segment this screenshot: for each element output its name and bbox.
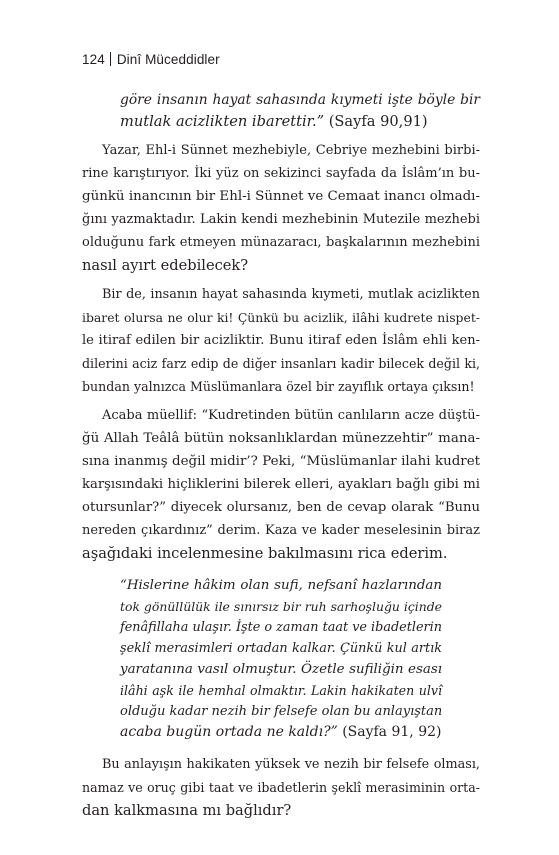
running-header	[82, 52, 220, 67]
paragraph-line: dan kalkmasına mı bağlıdır?	[82, 802, 292, 819]
paragraph-line: sına inanmış değil midir’? Peki, “Müslümanlar ilahi kudret	[82, 454, 480, 469]
paragraph-line: ibaret olursa ne olur ki! Çünkü bu acizlik, ilâhi kudrete nispet-	[82, 310, 480, 325]
paragraph-line: bundan yalnızca Müslümanlara özel bir zayıflık ortaya çıksın!	[82, 379, 475, 394]
paragraph-line: aşağıdaki incelenmesine bakılmasını rica ederim.	[82, 545, 448, 562]
paragraph-line: Acaba müellif: “Kudretinden bütün canlıların acze düştü-	[102, 408, 480, 423]
quote-text: mutlak acizlikten ibarettir.”	[120, 113, 325, 130]
quote-line: şeklî merasimleri ortadan kalkar. Çünkü kul artık	[120, 641, 442, 656]
paragraph-line: namaz ve oruç gibi taat ve ibadetlerin şeklî merasiminin orta-	[82, 780, 480, 795]
paragraph-line: Bir de, insanın hayat sahasında kıymeti, mutlak acizlikten	[102, 287, 480, 302]
quote-line: yaratanına vasıl olmuştur. Özetle sufiliğin esası	[120, 662, 442, 677]
book-title: Dinî Müceddidler	[116, 52, 220, 67]
quote-text: acaba bugün ortada ne kaldı?”	[120, 724, 338, 740]
quote-line: olduğu kadar nezih bir felsefe olan bu anlayıştan	[120, 704, 443, 719]
paragraph-line: Yazar, Ehl-i Sünnet mezhebiyle, Cebriye mezhebini birbi-	[102, 143, 480, 158]
paragraph-line: ğını yazmaktadır. Lakin kendi mezhebinin Mutezile mezhebi	[82, 212, 480, 227]
quote-line: “Hislerine hâkim olan sufi, nefsanî hazlarından	[120, 578, 442, 593]
paragraph-line: Bu anlayışın hakikaten yüksek ve nezih bir felsefe olması,	[102, 757, 480, 772]
paragraph-line: nereden çıkardınız” derim. Kaza ve kader meselesinin biraz	[82, 523, 480, 538]
quote-line: göre insanın hayat sahasında kıymeti işte böyle bir	[120, 92, 480, 108]
paragraph-line: dilerini aciz farz edip de diğer insanları kadir bilecek değil ki,	[82, 356, 480, 371]
header-divider	[110, 52, 111, 66]
quote-reference: (Sayfa 90,91)	[328, 113, 428, 130]
quote-line: tok gönüllülük ile sınırsız bir ruh sarhoşluğu içinde	[120, 599, 442, 614]
paragraph-line: günkü inancının bir Ehl-i Sünnet ve Cemaat inancı olmadı-	[82, 189, 480, 204]
paragraph-line: rine karıştırıyor. İki yüz on sekizinci sayfada da İslâm’ın bu-	[82, 166, 480, 181]
quote-line	[120, 721, 442, 744]
quote-line	[120, 110, 480, 133]
paragraph-line: nasıl ayırt edebilecek?	[82, 257, 249, 274]
quote-line: ilâhi aşk ile hemhal olmaktır. Lakin hakikaten ulvî	[120, 683, 442, 698]
paragraph-line: le itiraf edilen bir acizliktir. Bunu itiraf eden İslâm ehli ken-	[82, 333, 480, 348]
paragraph-line: karşısındaki hiçliklerini bilerek elleri, ayakları bağlı gibi mi	[82, 477, 480, 492]
page-number: 124	[82, 52, 105, 67]
paragraph-line: ğü Allah Teâlâ bütün noksanlıklardan münezzehtir” mana-	[82, 431, 480, 446]
paragraph-line: otursunlar?” diyecek olursanız, ben de cevap olarak “Bunu	[82, 500, 480, 515]
quote-line: fenâfillaha ulaşır. İşte o zaman taat ve ibadetlerin	[120, 620, 442, 635]
quote-reference: (Sayfa 91, 92)	[342, 724, 442, 740]
paragraph-line: olduğunu fark etmeyen münazaracı, başkalarının mezhebini	[82, 235, 480, 250]
